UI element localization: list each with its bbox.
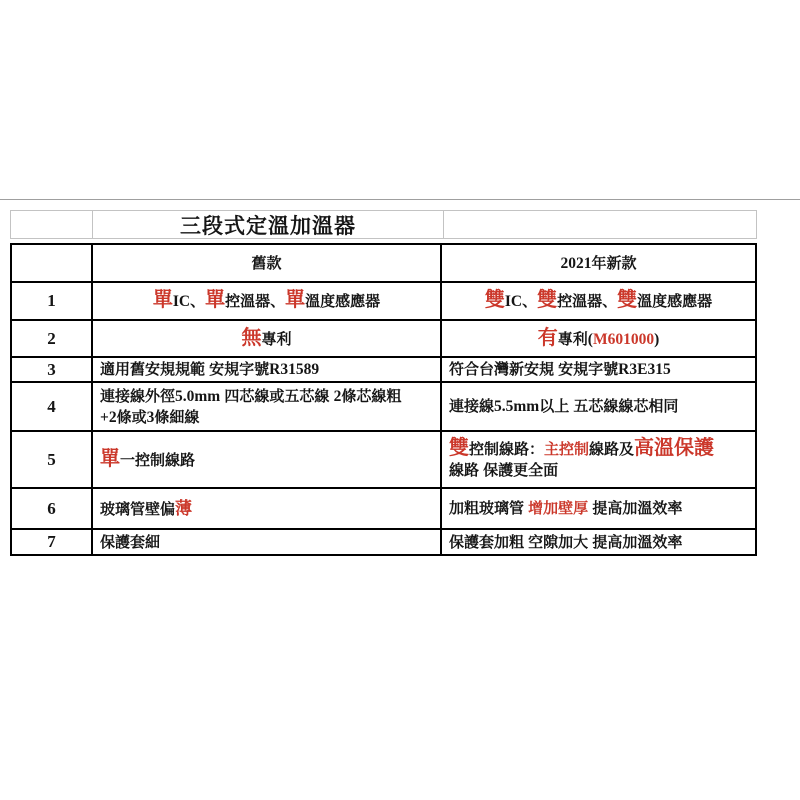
title-row-empty-cell-left: [11, 211, 93, 238]
horizontal-divider-line: [0, 199, 800, 200]
table-row-6: [12, 487, 755, 528]
table-row-2: [12, 319, 755, 356]
cell-new-4: [442, 383, 755, 430]
cell-new-5: [442, 432, 755, 487]
table-header-row: [12, 245, 755, 281]
cell-content: 符合台灣新安規 安規字號R3E315: [449, 361, 671, 378]
cell-old-6: [93, 489, 442, 528]
table-row-7: [12, 528, 755, 554]
cell-old-1: [93, 283, 442, 319]
comparison-table: [10, 243, 757, 556]
row-number: 4: [12, 383, 93, 430]
cell-content: 單一控制線路: [100, 447, 196, 470]
cell-content: 保護套細: [100, 533, 161, 551]
cell-content: 雙控制線路：主控制線路及高溫保護 線路 保護更全面: [449, 437, 715, 479]
row-number: 2: [12, 321, 93, 356]
cell-content: 適用舊安規規範 安規字號R31589: [100, 361, 320, 378]
row-number: 5: [12, 432, 93, 487]
cell-old-5: [93, 432, 442, 487]
cell-old-3: [93, 358, 442, 381]
column-header-new: [442, 245, 755, 281]
row-number: 1: [12, 283, 93, 319]
cell-new-7: [442, 530, 755, 554]
cell-old-7: [93, 530, 442, 554]
cell-content: 連接線5.5mm以上 五芯線線芯相同: [449, 398, 679, 415]
cell-content: 保護套加粗 空隙加大 提高加溫效率: [449, 533, 683, 551]
cell-content: 單IC、單控溫器、單溫度感應器: [152, 289, 381, 311]
row-number: 7: [12, 530, 93, 554]
row-number: 3: [12, 358, 93, 381]
column-header-new-label: 2021年新款: [560, 254, 637, 272]
cell-new-6: [442, 489, 755, 528]
cell-content: 有專利(M601000): [537, 326, 660, 349]
title-row-empty-cell-right: [444, 211, 756, 238]
cell-content: 無專利: [241, 326, 292, 349]
table-title-row: [10, 210, 757, 239]
table-row-1: [12, 281, 755, 319]
column-header-old-label: 舊款: [251, 254, 282, 272]
cell-content: 玻璃管壁偏薄: [100, 498, 193, 518]
row-number: 6: [12, 489, 93, 528]
cell-new-1: [442, 283, 755, 319]
cell-content: 加粗玻璃管 增加壁厚 提高加溫效率: [449, 500, 683, 517]
column-header-old: [93, 245, 442, 281]
cell-new-3: [442, 358, 755, 381]
table-row-4: [12, 381, 755, 430]
page-title: 三段式定溫加溫器: [93, 211, 444, 238]
cell-old-2: [93, 321, 442, 356]
cell-content: 雙IC、雙控溫器、雙溫度感應器: [484, 289, 713, 311]
cell-new-2: [442, 321, 755, 356]
header-empty-cell: [12, 245, 93, 281]
table-row-5: [12, 430, 755, 487]
cell-old-4: [93, 383, 442, 430]
table-row-3: [12, 356, 755, 381]
cell-content: 連接線外徑5.0mm 四芯線或五芯線 2條芯線粗 +2條或3條細線: [100, 387, 402, 426]
